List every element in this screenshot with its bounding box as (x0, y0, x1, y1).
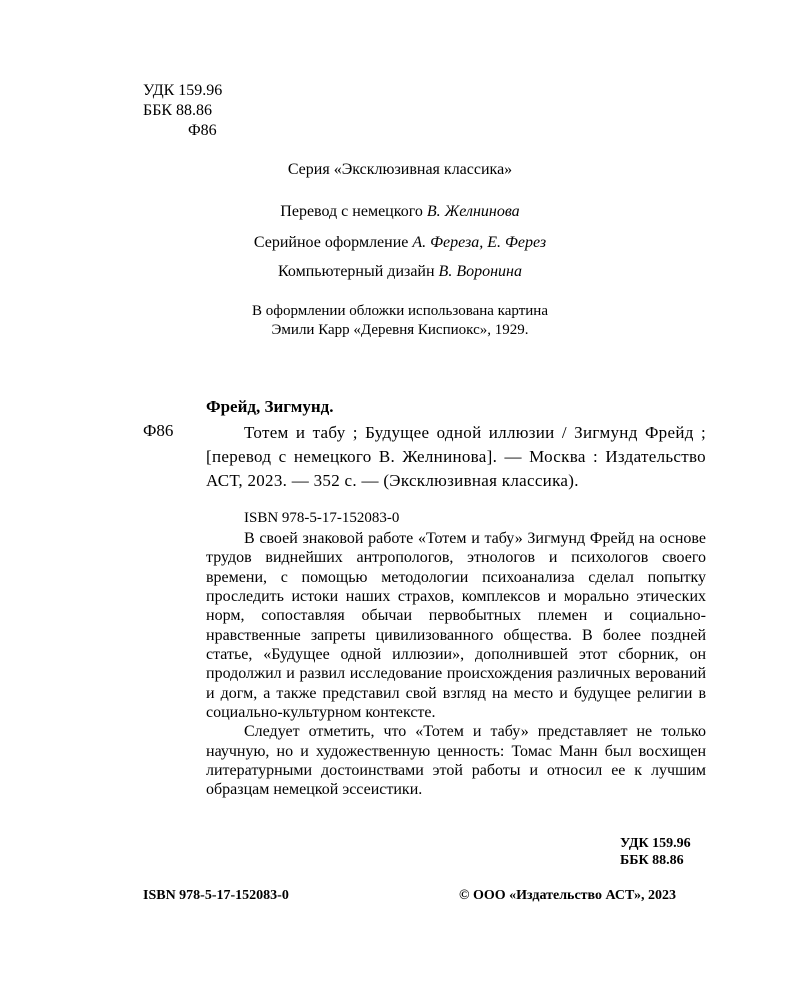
footer-isbn: ISBN 978-5-17-152083-0 (143, 888, 289, 903)
annotation-paragraph: В своей знаковой работе «Тотем и табу» Зигмунд Фрейд на основе трудов виднейших антропологов, этнологов и психологов своего времени, с помощью методологии психоанализа сделал попытку проследить истоки наших страхов, комплексов и морально этических норм, сопоставляя обычаи первобытных племен и социально-нравственные запреты цивилизованного общества. В более поздней статье, «Будущее одной иллюзии», дополнившей этот сборник, он продолжил и развил исследование происхождения различных верований и догм, а также представил свой взгляд на место и будущее религии в социально-культурном контексте. (206, 530, 706, 722)
credit-label: Серийное оформление (253, 234, 409, 251)
catalog-heading: Фрейд, Зигмунд. (206, 397, 334, 416)
credit-name: В. Желнинова (426, 203, 520, 220)
catalog-bbk: ББК 88.86 (620, 853, 684, 868)
credit-translation (0, 202, 800, 221)
bbk-code: ББК 88.86 (143, 102, 213, 119)
cover-note-line-1: В оформлении обложки использована картина (252, 303, 548, 319)
credit-computer-design (0, 262, 800, 281)
credit-series-design (0, 233, 800, 252)
bibliographic-entry: Тотем и табу ; Будущее одной иллюзии / Зигмунд Фрейд ; [перевод с немецкого В. Желнинова]. — Москва : Издательство АСТ, 2023. — 352 с. — (Эксклюзивная классика). (206, 423, 706, 490)
annotation (206, 529, 706, 800)
catalog-isbn: ISBN 978-5-17-152083-0 (244, 510, 400, 526)
udk-code: УДК 159.96 (143, 82, 223, 99)
annotation-paragraph: Следует отметить, что «Тотем и табу» представляет не только научную, но и художественную ценность: Томас Манн был восхищен литературными достоинствами этой работы и относил ее к лучшим образцам немецкой эссеистики. (206, 723, 706, 799)
catalog-udk: УДК 159.96 (620, 836, 691, 851)
credit-label: Перевод с немецкого (280, 203, 423, 220)
credit-name: А. Фереза, Е. Ферез (412, 234, 547, 251)
catalog-mark: Ф86 (143, 421, 174, 440)
author-mark: Ф86 (188, 122, 217, 139)
series-title: Серия «Эксклюзивная классика» (287, 161, 513, 178)
credit-label: Компьютерный дизайн (278, 263, 435, 280)
footer-copyright: © ООО «Издательство АСТ», 2023 (459, 888, 677, 903)
credit-name: В. Воронина (438, 263, 522, 280)
cover-note-line-2: Эмили Карр «Деревня Киспиокс», 1929. (271, 322, 529, 338)
